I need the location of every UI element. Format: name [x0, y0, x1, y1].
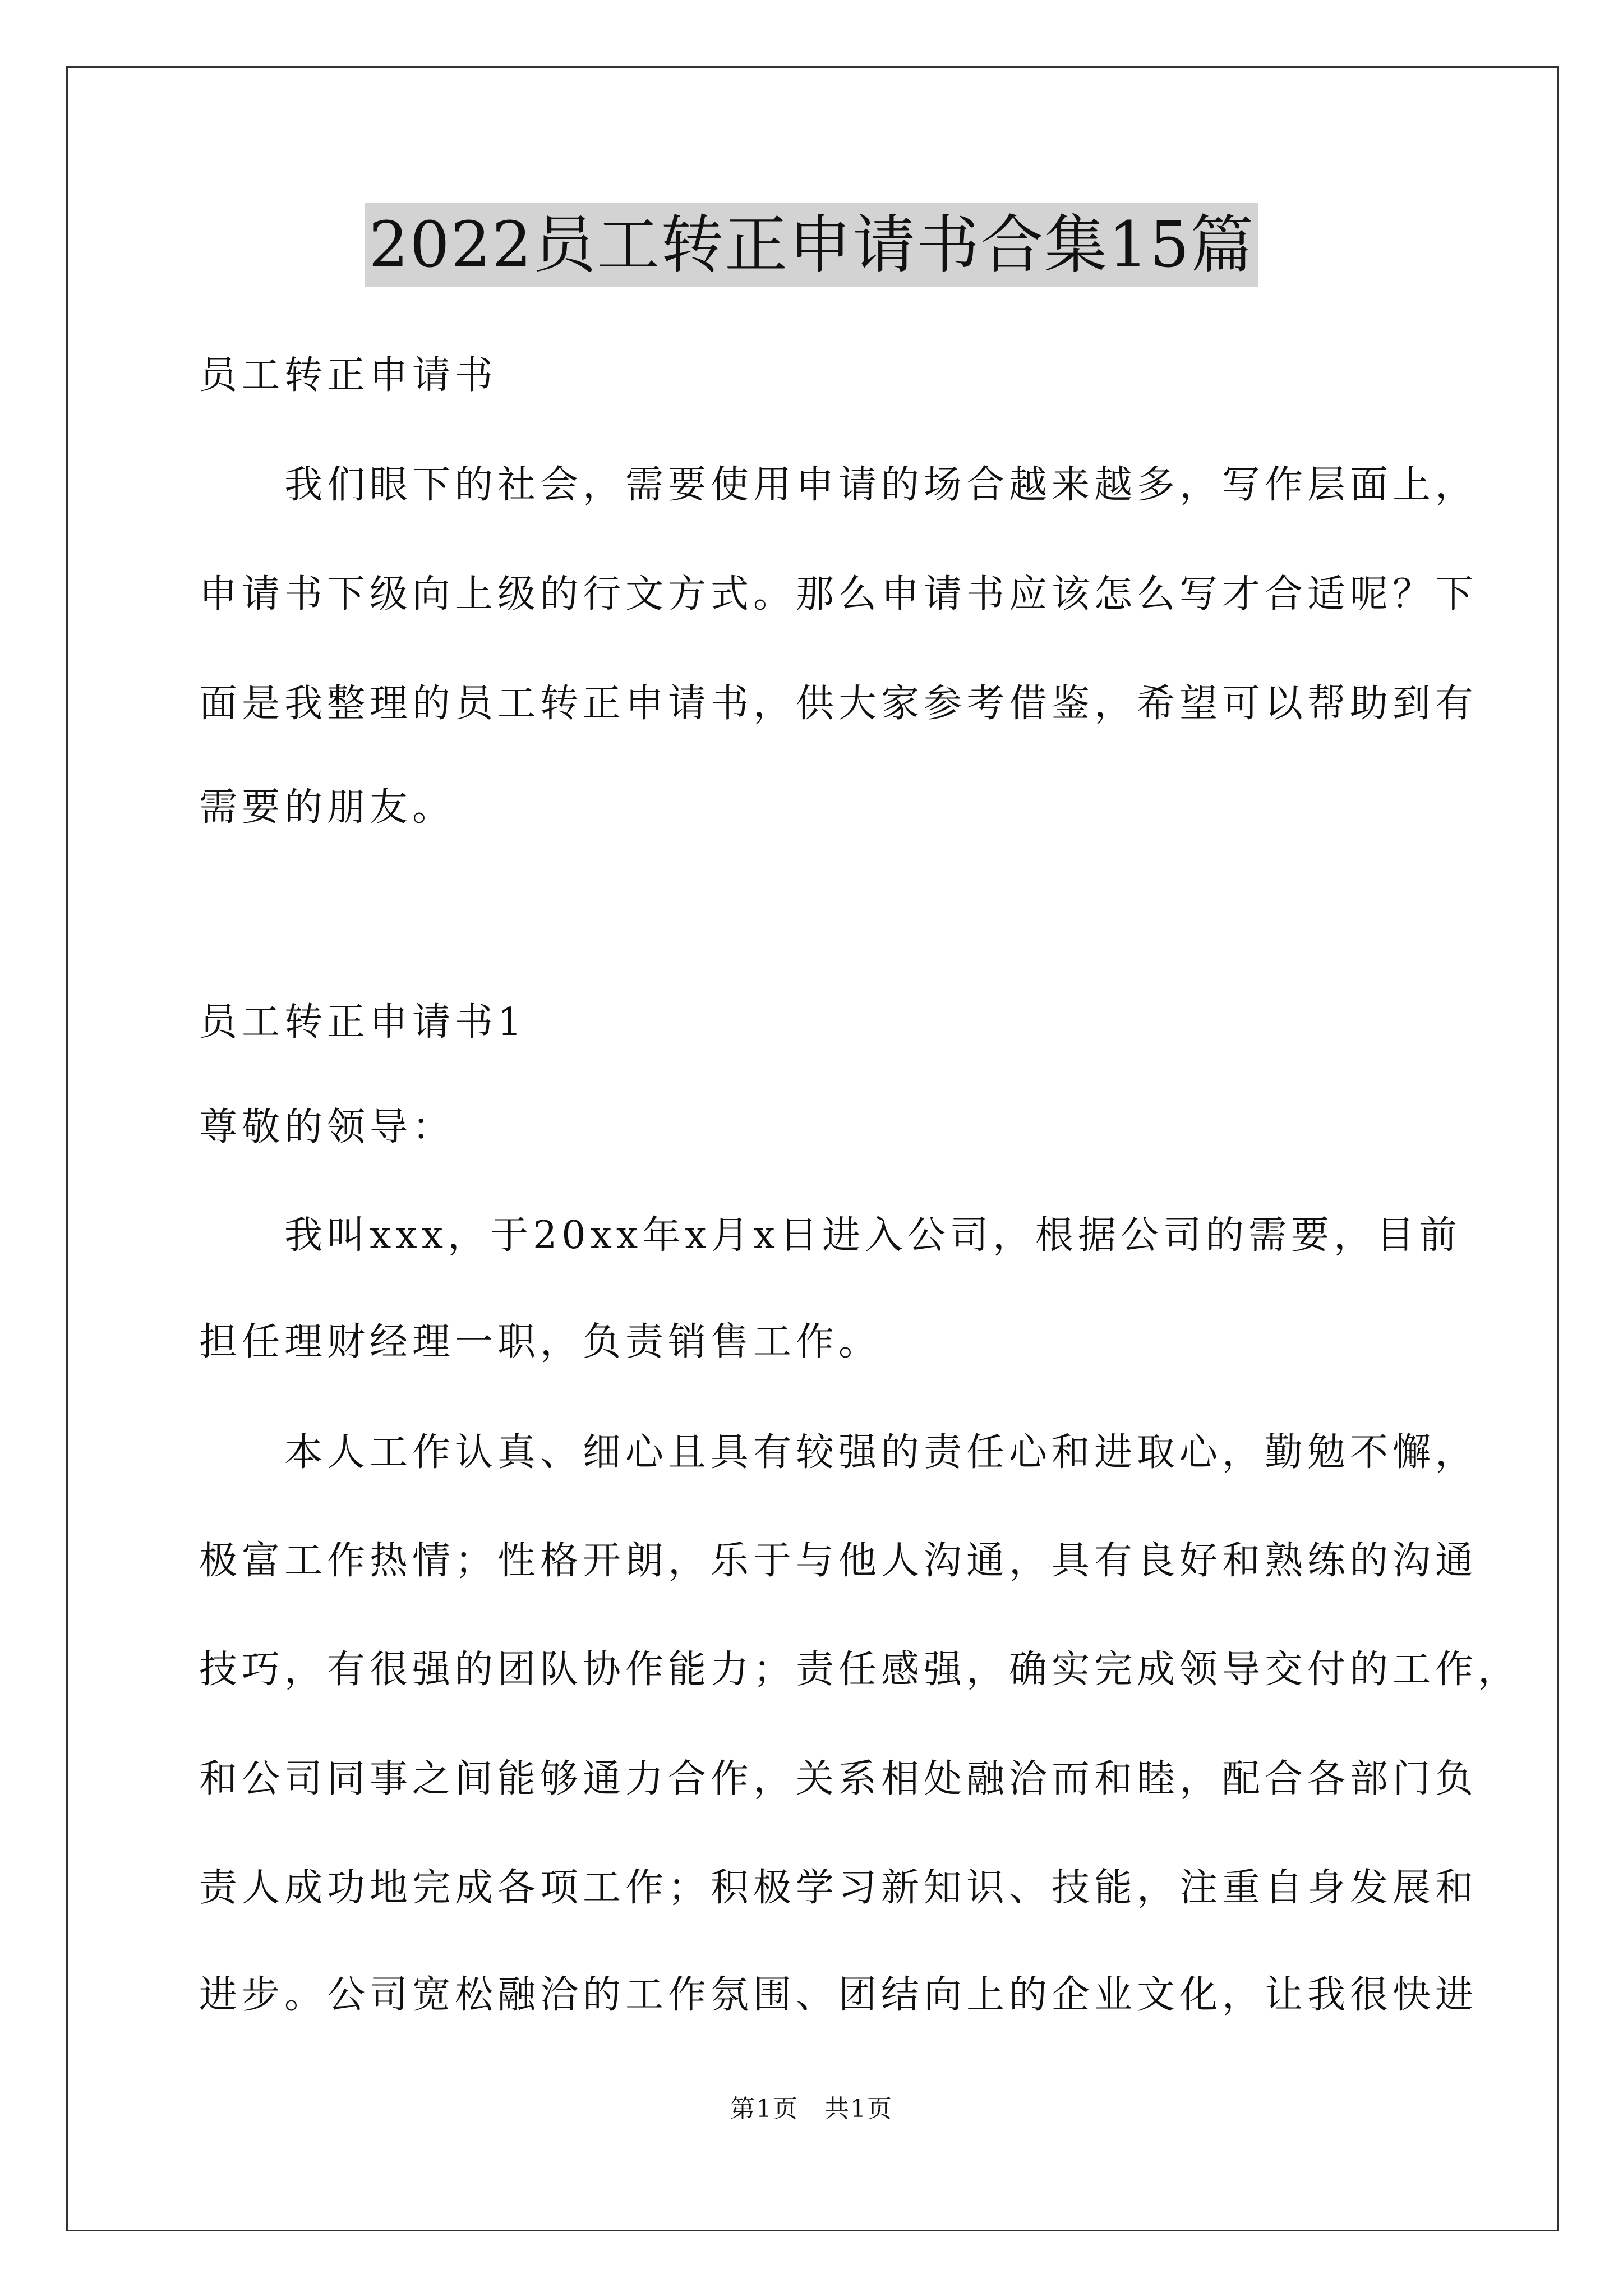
paragraph-line: 我们眼下的社会，需要使用申请的场合越来越多，写作层面上， [199, 463, 1478, 507]
paragraph-line: 技巧，有很强的团队协作能力；责任感强，确实完成领导交付的工作， [199, 1648, 1521, 1692]
page-footer: 第1页 共1页 [730, 2095, 893, 2123]
paragraph-line: 需要的朋友。 [199, 785, 455, 830]
salutation: 尊敬的领导： [199, 1105, 455, 1149]
paragraph-line: 我叫xxx，于20xx年x月x日进入公司，根据公司的需要，目前 [199, 1213, 1461, 1258]
paragraph-line: 极富工作热情；性格开朗，乐于与他人沟通，具有良好和熟练的沟通 [199, 1539, 1478, 1583]
paragraph-line: 进步。公司宽松融洽的工作氛围、团结向上的企业文化，让我很快进 [199, 1973, 1478, 2017]
section-heading: 员工转正申请书 [199, 353, 498, 398]
section-heading: 员工转正申请书1 [199, 1000, 527, 1045]
paragraph-line: 本人工作认真、细心且具有较强的责任心和进取心，勤勉不懈， [199, 1430, 1478, 1475]
paragraph-line: 申请书下级向上级的行文方式。那么申请书应该怎么写才合适呢？下 [199, 572, 1478, 616]
document-title: 2022员工转正申请书合集15篇 [365, 203, 1258, 287]
paragraph-line: 责人成功地完成各项工作；积极学习新知识、技能，注重自身发展和 [199, 1866, 1478, 1910]
title-container [0, 203, 1623, 287]
paragraph-line: 和公司同事之间能够通力合作，关系相处融洽而和睦，配合各部门负 [199, 1757, 1478, 1801]
paragraph-line: 面是我整理的员工转正申请书，供大家参考借鉴，希望可以帮助到有 [199, 682, 1478, 726]
paragraph-line: 担任理财经理一职，负责销售工作。 [199, 1320, 882, 1364]
